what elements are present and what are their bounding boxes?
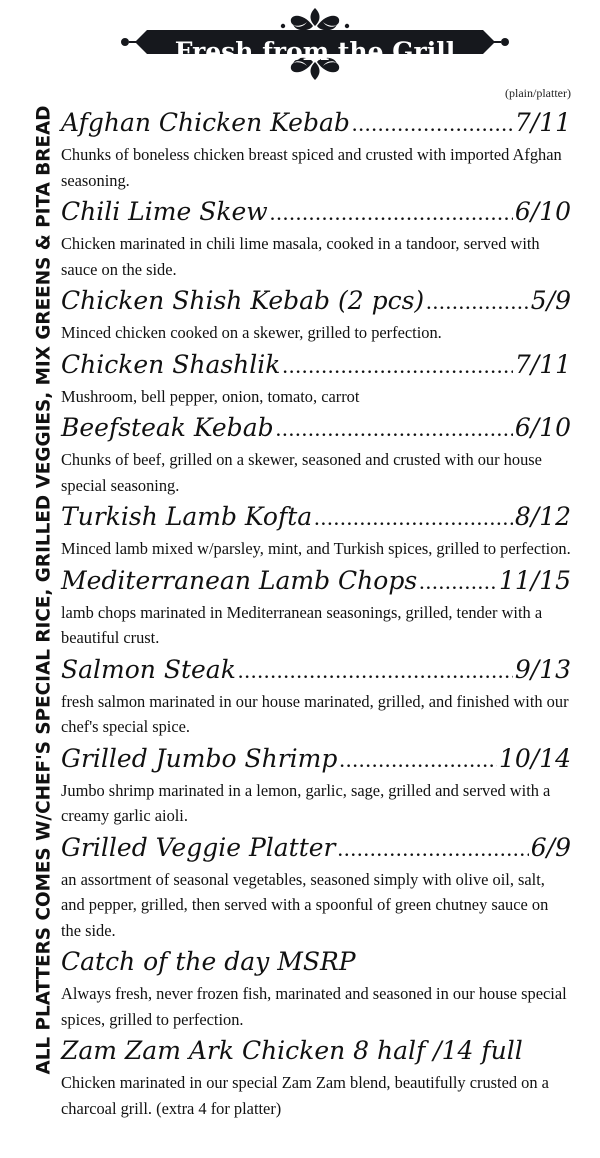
menu-item <box>61 943 571 1032</box>
menu-item-price: 6/10 <box>514 413 571 442</box>
menu-item-title-row <box>61 1032 571 1070</box>
menu-item-description: Chicken marinated in our special Zam Zam blend, beautifully crusted on a charcoal grill. (extra 4 for platter) <box>61 1073 549 1118</box>
menu-item-name: Catch of the day MSRP <box>61 947 356 976</box>
dot-leader <box>270 194 513 232</box>
menu-item-description: an assortment of seasonal vegetables, seasoned simply with olive oil, salt, and pepper, grilled, then served with a spoonful of green chutney sauce on the side. <box>61 869 549 940</box>
menu-item-description: Chunks of boneless chicken breast spiced and crusted with imported Afghan seasoning. <box>61 145 562 190</box>
menu-item <box>61 498 571 562</box>
header-banner <box>117 6 513 82</box>
menu-item-description: Minced chicken cooked on a skewer, grilled to perfection. <box>61 323 442 342</box>
menu-item-title-row <box>61 104 571 142</box>
menu-item-description: Chicken marinated in chili lime masala, cooked in a tandoor, served with sauce on the side. <box>61 234 540 279</box>
menu-item-name: Chicken Shish Kebab (2 pcs) <box>61 286 425 315</box>
dot-leader <box>338 830 529 868</box>
platter-side-note: ALL PLATTERS COMES W/CHEF'S SPECIAL RICE, GRILLED VEGGIES, MIX GREENS & PITA BREAD <box>33 105 55 1075</box>
menu-item-description: Mushroom, bell pepper, onion, tomato, carrot <box>61 386 360 406</box>
menu-item-title-row <box>61 829 571 867</box>
menu-item-name: Afghan Chicken Kebab <box>61 108 350 137</box>
menu-item <box>61 562 571 651</box>
dot-leader <box>339 741 497 779</box>
menu-item <box>61 409 571 498</box>
menu-item-price: 7/11 <box>514 108 571 137</box>
menu-item <box>61 651 571 740</box>
dot-leader <box>238 652 513 690</box>
menu-item-price: 6/10 <box>514 197 571 226</box>
menu-item-price: 9/13 <box>514 654 571 684</box>
menu-item-title-row <box>61 943 571 981</box>
menu-item-description: lamb chops marinated in Mediterranean seasonings, grilled, tender with a beautiful crust. <box>61 602 543 647</box>
menu-item-description: Jumbo shrimp marinated in a lemon, garlic, sage, grilled and served with a creamy garlic aioli. <box>61 780 551 825</box>
menu-item-name: Zam Zam Ark Chicken 8 half /14 full <box>61 1036 523 1065</box>
menu-item-title-row <box>61 651 571 689</box>
menu-item-description: Minced lamb mixed w/parsley, mint, and Turkish spices, grilled to perfection. <box>61 539 571 558</box>
menu-item-title-row <box>61 346 571 384</box>
menu-item <box>61 1032 571 1121</box>
menu-item-price: 10/14 <box>498 743 571 773</box>
price-note: (plain/platter) <box>505 86 571 100</box>
menu-item <box>61 282 571 346</box>
menu-item <box>61 740 571 829</box>
menu-item <box>61 193 571 282</box>
dot-leader <box>419 563 497 601</box>
menu-item <box>61 829 571 944</box>
menu-item-price: 11/15 <box>498 565 571 595</box>
menu-item <box>61 104 571 193</box>
menu-item-name: Grilled Jumbo Shrimp <box>61 743 338 773</box>
menu-item-name: Chicken Shashlik <box>61 349 281 379</box>
menu-item-description: Chunks of beef, grilled on a skewer, seasoned and crusted with our house special seasoning. <box>61 450 542 495</box>
menu-item-name: Chili Lime Skew <box>61 197 268 226</box>
dot-leader <box>314 499 513 537</box>
menu-item-title-row <box>61 498 571 536</box>
menu-item-name: Mediterranean Lamb Chops <box>61 565 418 595</box>
menu-item-name: Grilled Veggie Platter <box>61 832 336 862</box>
menu-item-description: fresh salmon marinated in our house marinated, grilled, and finished with our chef's special spice. <box>61 691 569 736</box>
menu-item-name: Turkish Lamb Kofta <box>61 502 313 531</box>
menu-item-price: 8/12 <box>514 502 571 531</box>
menu-list <box>61 104 571 1121</box>
page-title: Fresh from the Grill <box>174 37 456 66</box>
menu-item-name: Beefsteak Kebab <box>61 413 274 442</box>
menu-item-name: Salmon Steak <box>61 654 236 684</box>
dot-leader <box>352 105 513 143</box>
menu-item-description: Always fresh, never frozen fish, marinated and seasoned in our house special spices, grilled to perfection. <box>61 984 567 1029</box>
menu-item-title-row <box>61 193 571 231</box>
menu-item-title-row <box>61 282 571 320</box>
menu-item-title-row <box>61 562 571 600</box>
menu-item-title-row <box>61 409 571 447</box>
menu-item-price: 7/11 <box>514 349 571 379</box>
menu-item-price: 6/9 <box>530 832 571 862</box>
dot-leader <box>426 283 529 321</box>
menu-item-price: 5/9 <box>530 286 571 315</box>
menu-item <box>61 346 571 410</box>
dot-leader <box>276 410 513 448</box>
menu-item-title-row <box>61 740 571 778</box>
dot-leader <box>282 347 512 385</box>
